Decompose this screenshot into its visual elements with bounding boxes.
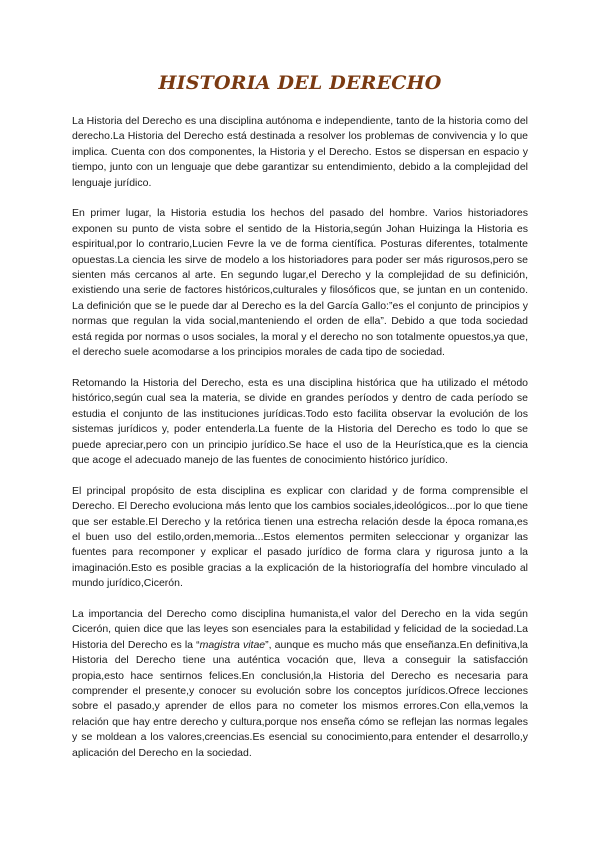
paragraph-5-emphasis: magistra vitae bbox=[199, 638, 266, 651]
paragraph-5 bbox=[72, 607, 528, 761]
paragraph-5-part-1: La importancia del Derecho como disciplina humanista,el valor del Derecho en la vida según Cicerón, quien dice que las leyes son esenciales para la estabilidad y felicidad de la sociedad.La Historia del Derecho es la “ bbox=[72, 607, 528, 651]
document-body bbox=[72, 114, 528, 776]
document-title: HISTORIA DEL DERECHO bbox=[158, 72, 442, 94]
paragraph-5-part-2: ”, aunque es mucho más que enseñanza.En definitiva,la Historia del Derecho tiene una auténtica vocación que, lleva a conseguir la satisfacción propia,esto hace sentirnos felices.En conclusión,la Historia del Derecho es necesaria para comprender el presente,y conocer su evolución sobre los conceptos jurídicos.Ofrece lecciones sobre el pasado,y aprender de ellos para no cometer los mismos errores.Con ella,vemos la relación que hay entre derecho y cultura,porque nos enseña cómo se reflejan las normas legales y se moldean a los valores,creencias.Es esencial su conocimiento,para entender el desarrollo,y aplicación del Derecho en la sociedad. bbox=[72, 638, 528, 759]
paragraph-3: Retomando la Historia del Derecho, esta es una disciplina histórica que ha utilizado el método histórico,según cual sea la materia, se divide en grandes períodos y dentro de cada período se estudia el conjunto de las instituciones jurídicas.Todo esto facilita observar la evolución de los sistemas jurídicos y, poder entenderla.La fuente de la Historia del Derecho es todo lo que se puede apreciar,pero con un principio jurídico.Se hace el uso de la Heurística,que es la ciencia que acoge el adecuado manejo de las fuentes de conocimiento histórico jurídico. bbox=[72, 376, 528, 466]
paragraph-2: En primer lugar, la Historia estudia los hechos del pasado del hombre. Varios historiadores exponen su punto de vista sobre el sentido de la Historia,según Johan Huizinga la Historia es espiritual,por lo contrario,Lucien Fevre la ve de forma científica. Posturas diferentes, totalmente opuestas.La ciencia les sirve de modelo a los historiadores para poder ser más rigurosos,pero se sienten más cercanos al arte. En segundo lugar,el Derecho y la complejidad de su definición, existiendo una serie de factores históricos,culturales y filosóficos que, se juntan en un contenido. La definición que se le puede dar al Derecho es la del García Gallo:”es el conjunto de principios y normas que regulan la vida social,manteniendo el orden de ella”. Debido a que toda sociedad está regida por normas o usos sociales, la moral y el derecho no son totalmente opuestos,ya que, el derecho suele acomodarse a los principios morales de cada tipo de sociedad. bbox=[72, 207, 528, 359]
paragraph-4: El principal propósito de esta disciplina es explicar con claridad y de forma comprensible el Derecho. El Derecho evoluciona más lento que los cambios sociales,ideológicos...por lo que tiene que ser estable.El Derecho y la retórica tienen una estrecha relación desde la época romana,es el buen uso del estilo,orden,memoria...Estos elementos permiten seleccionar y organizar las fuentes para recomponer y explicar el pasado jurídico de forma clara y rigurosa junto a la imaginación.Esto es posible gracias a la explicación de la historiografía del hombre vinculado al mundo jurídico,Cicerón. bbox=[72, 484, 528, 590]
paragraph-1: La Historia del Derecho es una disciplina autónoma e independiente, tanto de la historia como del derecho.La Historia del Derecho está destinada a resolver los problemas de convivencia y lo que implica. Cuenta con dos componentes, la Historia y el Derecho. Estos se dispersan en espacio y tiempo, junto con un lenguaje que debe garantizar su entendimiento, debido a la complejidad del lenguaje jurídico. bbox=[72, 115, 528, 189]
